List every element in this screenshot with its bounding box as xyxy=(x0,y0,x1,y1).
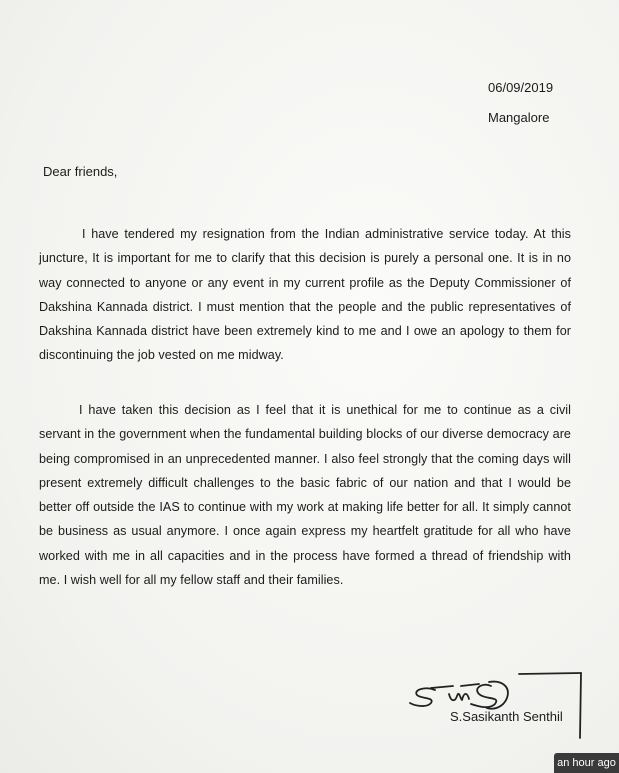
salutation: Dear friends, xyxy=(43,164,118,179)
signer-name: S.Sasikanth Senthil xyxy=(450,709,563,724)
handwritten-signature xyxy=(405,668,595,748)
letter-date: 06/09/2019 xyxy=(488,80,554,95)
paragraph-2: I have taken this decision as I feel that it is unethical for me to continue as a civil servant in the government when the fundamental building blocks of our diverse democracy are being compromised in an unprecedented manner. I also feel strongly that the coming days will present extremely difficult challenges to the basic fabric of our nation and that I would be better off outside the IAS to continue with my work at making life better for all. It simply cannot be business as usual anymore. I once again express my heartfelt gratitude for all who have worked with me in all capacities and in the process have formed a thread of friendship with me. I wish well for all my fellow staff and their families. xyxy=(39,403,571,588)
letter-place: Mangalore xyxy=(488,110,550,125)
timestamp-badge: an hour ago xyxy=(554,753,619,773)
paragraph-1: I have tendered my resignation from the Indian administrative service today. At this juncture, It is important for me to clarify that this decision is purely a personal one. It is in no way connected to anyone or any event in my current profile as the Deputy Commissioner of Dakshina Kannada district. I must mention that the people and the public representatives of Dakshina Kannada district have been extremely kind to me and I owe an apology to them for discontinuing the job vested on me midway. xyxy=(39,227,571,363)
